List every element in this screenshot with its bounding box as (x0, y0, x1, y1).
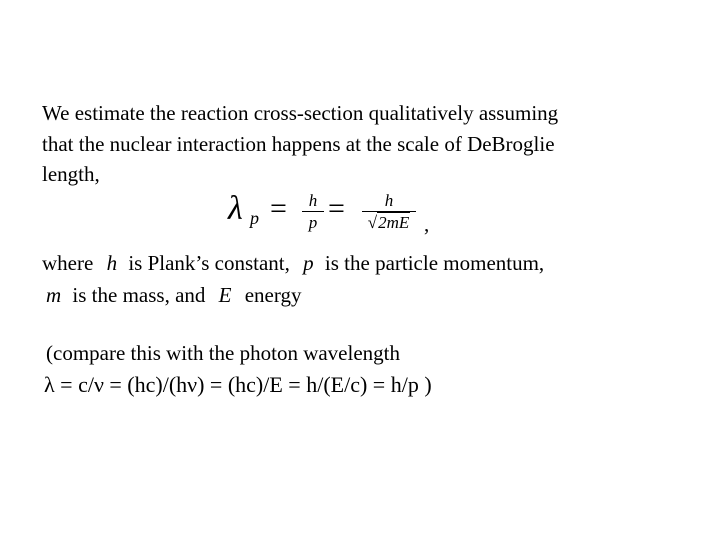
text-mass: is the mass, and (72, 283, 206, 307)
fraction-numerator: h (308, 191, 318, 210)
fraction-numerator: h (384, 191, 394, 210)
fraction-h-over-p (302, 192, 324, 233)
definition-line (42, 251, 544, 275)
text-where: where (42, 251, 94, 275)
symbol-p: p (303, 251, 314, 275)
equals-sign: = (270, 192, 287, 225)
paragraph-line: We estimate the reaction cross-section qualitatively assuming (42, 101, 559, 125)
lambda-subscript: p (250, 208, 259, 228)
fraction-denominator (362, 213, 416, 233)
fraction-h-over-sqrt (362, 192, 416, 233)
photon-wavelength-formula: λ = c/ν = (hc)/(hν) = (hc)/E = h/(E/c) = h/p ) (44, 372, 432, 397)
paragraph-line: that the nuclear interaction happens at the scale of DeBroglie (42, 132, 555, 156)
text-momentum: is the particle momentum, (324, 251, 545, 275)
definition-line (46, 283, 302, 307)
symbol-h: h (106, 251, 118, 275)
fraction-denominator: p (308, 213, 318, 232)
equals-sign: = (328, 192, 345, 225)
paragraph-line: (compare this with the photon wavelength (46, 341, 400, 365)
sqrt-argument: 2mE (378, 213, 410, 232)
text-plank: is Plank’s constant, (128, 251, 290, 275)
paragraph-line: length, (42, 162, 100, 186)
equation-comma: , (424, 212, 430, 236)
symbol-E: E (218, 283, 232, 307)
fraction-bar (302, 211, 324, 212)
text-energy: energy (244, 283, 302, 307)
lambda-symbol: λ (228, 190, 243, 227)
symbol-m: m (46, 283, 62, 307)
sqrt-icon: √ (367, 213, 378, 232)
